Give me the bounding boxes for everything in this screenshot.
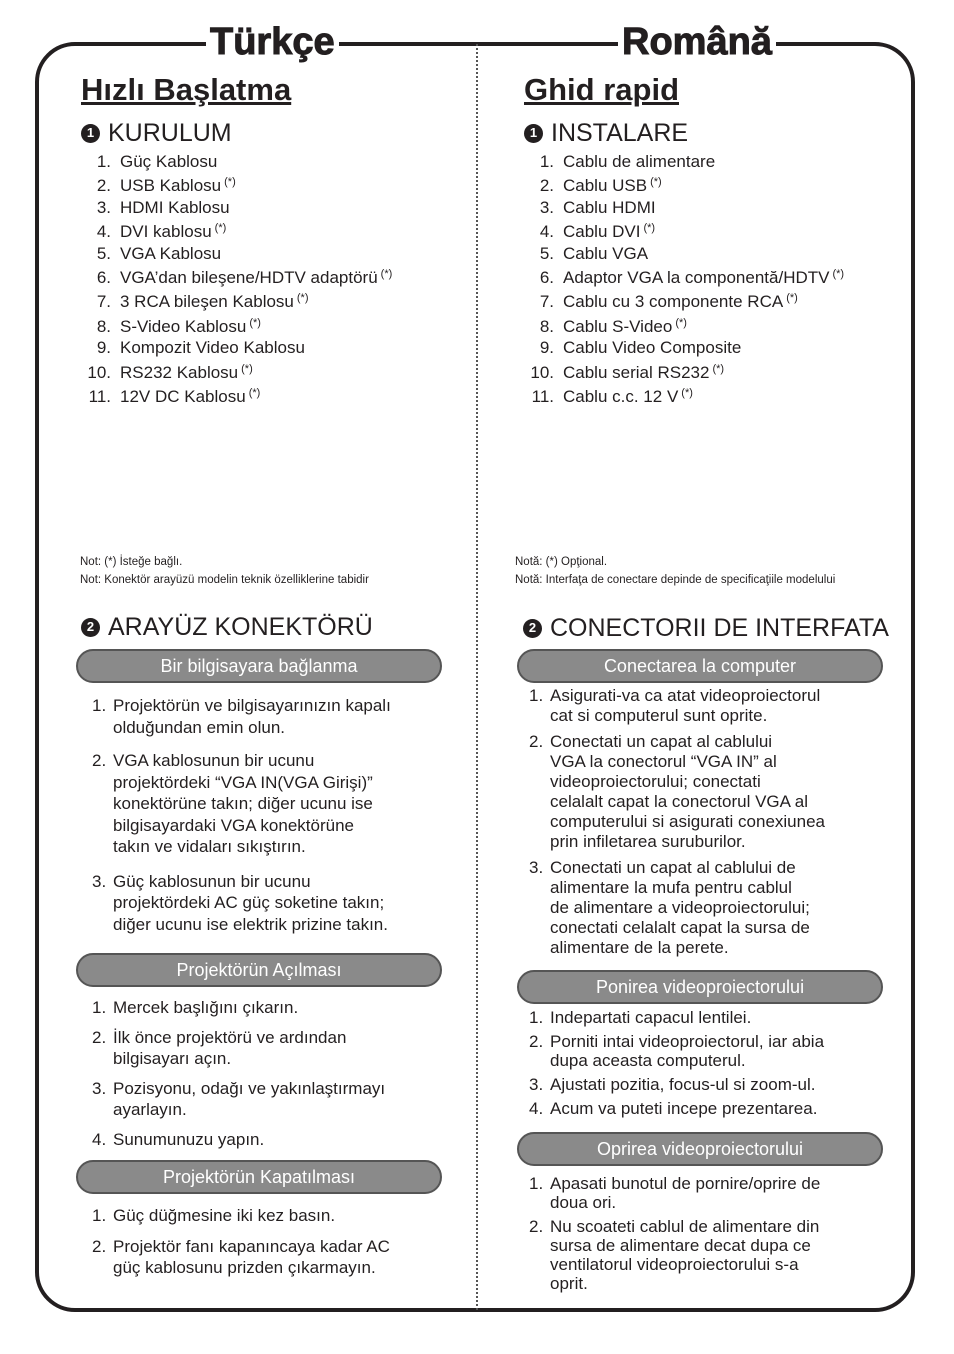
steps-list	[92, 997, 452, 1150]
list-item-label: USB Kablosu	[120, 176, 222, 196]
group-label-pill: Projektörün Açılması	[76, 953, 442, 987]
list-item	[81, 243, 461, 264]
list-item-number: 9.	[96, 338, 111, 358]
group-label-pill: Projektörün Kapatılması	[76, 1160, 442, 1194]
list-item-number: 8.	[96, 316, 111, 336]
step-text: Pozisyonu, odağı ve yakınlaştırmayı ayarlayın.	[113, 1078, 386, 1119]
list-item-number: 9.	[539, 338, 554, 358]
optional-marker: (*)	[643, 222, 656, 235]
section-heading-text: KURULUM	[108, 119, 232, 147]
list-item-label: VGA Kablosu	[120, 243, 222, 263]
step-text: Nu scoateti cablul de alimentare din sursa de alimentare decat dupa ce ventilatorul videoproiectorului s-a oprit.	[550, 1217, 820, 1293]
list-item-label: Cablu de alimentare	[563, 152, 716, 171]
optional-marker: (*)	[675, 316, 687, 329]
step-item	[529, 1075, 899, 1094]
group-label-pill: Oprirea videoproiectorului	[517, 1132, 883, 1166]
parts-list	[81, 151, 461, 407]
step-number: 3.	[529, 858, 544, 877]
step-item	[92, 1078, 452, 1121]
list-item	[524, 313, 914, 337]
optional-marker: (*)	[224, 176, 236, 189]
list-item	[81, 313, 461, 337]
list-item-label: 3 RCA bileşen Kablosu	[120, 292, 294, 312]
parts-list	[524, 151, 914, 407]
list-item	[524, 264, 914, 288]
list-item-label: Cablu serial RS232	[563, 362, 710, 382]
list-item	[81, 151, 461, 172]
notes-turkish	[80, 553, 369, 589]
language-heading-turkish: Türkçe	[206, 20, 339, 64]
group-label-pill: Ponirea videoproiectorului	[517, 970, 883, 1004]
list-item	[81, 197, 461, 218]
number-two-icon: 2	[81, 618, 100, 637]
step-text: Asigurati-va ca atat videoproiectorul cat si computerul sunt oprite.	[550, 686, 821, 725]
step-item	[92, 695, 452, 738]
list-item	[524, 288, 914, 312]
steps-list	[529, 1008, 899, 1118]
quick-start-title: Hızlı Başlatma	[81, 72, 292, 107]
section-interface-heading	[523, 613, 889, 643]
list-item-number: 4.	[539, 222, 554, 242]
step-item	[529, 1217, 899, 1293]
step-number: 1.	[92, 1206, 107, 1225]
step-number: 2.	[92, 1236, 107, 1256]
step-text: VGA kablosunun bir ucunu projektördeki “VGA IN(VGA Girişi)” konektörüne takın; diğer ucunu ise bilgisayardaki VGA konektörüne takın ve vidaları sıkıştırın.	[113, 751, 373, 856]
step-number: 2.	[529, 1217, 544, 1236]
list-item-number: 7.	[539, 292, 554, 312]
step-item	[92, 1205, 452, 1227]
step-text: Mercek başlığını çıkarın.	[113, 998, 299, 1017]
step-item	[92, 1129, 452, 1151]
section-interface-heading	[81, 612, 373, 642]
section-heading-text: INSTALARE	[551, 119, 689, 147]
optional-marker: (*)	[786, 292, 798, 305]
number-one-icon: 1	[81, 124, 100, 143]
list-item	[524, 197, 914, 218]
list-item-label: Cablu c.c. 12 V	[563, 387, 679, 407]
list-item	[81, 359, 461, 383]
list-item-number: 6.	[96, 268, 111, 288]
step-item	[92, 871, 452, 936]
step-item	[529, 1174, 899, 1212]
step-item	[92, 997, 452, 1019]
note-connector: Notă: Interfaţa de conectare depinde de specificaţiile modelului	[515, 574, 836, 586]
list-item-label: Cablu USB	[563, 176, 648, 196]
step-item	[529, 1099, 899, 1118]
step-number: 2.	[529, 1032, 544, 1051]
list-item-label: Cablu DVI	[563, 222, 641, 242]
steps-list	[529, 686, 899, 958]
section-installation-heading	[81, 118, 461, 148]
optional-marker: (*)	[249, 316, 261, 329]
list-item-number: 11.	[88, 387, 111, 407]
optional-marker: (*)	[380, 268, 393, 281]
list-item-number: 10.	[87, 362, 111, 382]
list-item-number: 2.	[539, 176, 554, 196]
list-item	[81, 218, 461, 242]
list-item-label: Güç Kablosu	[120, 152, 218, 171]
step-item	[529, 732, 899, 852]
list-item	[81, 172, 461, 196]
steps-list	[92, 695, 452, 935]
optional-marker: (*)	[712, 362, 725, 375]
note-optional: Notă: (*) Opţional.	[515, 556, 608, 568]
step-number: 4.	[529, 1099, 544, 1118]
list-item-number: 1.	[96, 152, 111, 171]
step-number: 3.	[529, 1075, 544, 1094]
language-heading-romanian: Română	[618, 20, 776, 64]
optional-marker: (*)	[296, 292, 309, 305]
list-item-label: Cablu Video Composite	[563, 338, 742, 358]
list-item	[524, 151, 914, 172]
optional-marker: (*)	[214, 222, 227, 235]
list-item-label: DVI kablosu	[120, 222, 212, 242]
step-text: Ajustati pozitia, focus-ul si zoom-ul.	[550, 1075, 816, 1094]
step-text: Conectati un capat al cablului de alimentare la mufa pentru cablul de alimentare a videoproiectorului; conectati celalalt capat la sursa de alimentare de la perete.	[550, 858, 810, 957]
list-item-number: 3.	[539, 197, 554, 217]
list-item	[81, 383, 461, 407]
list-item	[524, 172, 914, 196]
list-item	[81, 337, 461, 358]
step-item	[529, 1008, 899, 1027]
step-item	[92, 1236, 452, 1279]
optional-marker: (*)	[241, 362, 253, 375]
step-item	[529, 858, 899, 958]
group-label-pill: Conectarea la computer	[517, 649, 883, 683]
step-item	[92, 750, 452, 858]
list-item-label: HDMI Kablosu	[120, 197, 230, 217]
list-item-label: Cablu HDMI	[563, 197, 656, 217]
quick-start-title: Ghid rapid	[524, 72, 679, 107]
notes-romanian	[515, 553, 835, 589]
column-turkish	[81, 70, 461, 407]
optional-marker: (*)	[248, 387, 261, 400]
section-heading-text: CONECTORII DE INTERFATA	[550, 614, 889, 642]
step-text: İlk önce projektörü ve ardından bilgisayarı açın.	[113, 1027, 347, 1068]
note-connector: Not: Konektör arayüzü modelin teknik özelliklerine tabidir	[80, 574, 369, 586]
list-item-number: 10.	[530, 362, 554, 382]
list-item-label: Cablu VGA	[563, 243, 649, 263]
note-optional: Not: (*) İsteğe bağlı.	[80, 556, 183, 568]
step-number: 1.	[92, 998, 107, 1017]
number-one-icon: 1	[524, 124, 543, 143]
step-text: Acum va puteti incepe prezentarea.	[550, 1099, 818, 1118]
list-item-label: Cablu S-Video	[563, 316, 673, 336]
step-number: 1.	[529, 1008, 544, 1027]
step-text: Projektör fanı kapanıncaya kadar AC güç kablosunu prizden çıkarmayın.	[113, 1236, 390, 1277]
list-item	[81, 288, 461, 312]
step-number: 2.	[92, 1027, 107, 1047]
list-item-label: VGA’dan bileşene/HDTV adaptörü	[120, 268, 378, 288]
steps-list	[92, 1205, 452, 1279]
step-text: Apasati bunotul de pornire/oprire de doua ori.	[550, 1174, 821, 1212]
list-item-label: S-Video Kablosu	[120, 316, 247, 336]
step-number: 4.	[92, 1129, 107, 1149]
steps-list	[529, 1174, 899, 1293]
group-label-pill: Bir bilgisayara bağlanma	[76, 649, 442, 683]
step-text: Projektörün ve bilgisayarınızın kapalı olduğundan emin olun.	[113, 696, 391, 737]
list-item-number: 6.	[539, 268, 554, 288]
list-item-label: Kompozit Video Kablosu	[120, 338, 305, 358]
step-number: 2.	[529, 732, 544, 751]
list-item	[524, 218, 914, 242]
list-item	[81, 264, 461, 288]
column-romanian	[524, 70, 914, 407]
step-text: Conectati un capat al cablului VGA la conectorul “VGA IN” al videoproiectorului; conectati celalalt capat la conectorul VGA al computerului si asigurati conexiunea prin infiletarea suruburilor.	[550, 732, 825, 851]
step-number: 3.	[92, 871, 107, 891]
step-item	[92, 1027, 452, 1070]
step-number: 1.	[529, 686, 544, 705]
list-item	[524, 337, 914, 358]
column-divider	[476, 44, 478, 1310]
step-item	[529, 1032, 899, 1070]
list-item-number: 3.	[96, 197, 111, 217]
step-item	[529, 686, 899, 726]
step-text: Güç düğmesine iki kez basın.	[113, 1206, 336, 1225]
step-text: Porniti intai videoproiectorul, iar abia dupa aceasta computerul.	[550, 1032, 825, 1070]
step-number: 1.	[92, 696, 107, 715]
list-item-number: 7.	[96, 292, 111, 312]
list-item-label: Adaptor VGA la componentă/HDTV	[563, 268, 830, 288]
list-item-label: 12V DC Kablosu	[120, 387, 246, 407]
optional-marker: (*)	[681, 387, 693, 400]
section-installation-heading	[524, 118, 914, 148]
list-item-number: 11.	[531, 387, 554, 407]
optional-marker: (*)	[832, 268, 845, 281]
step-text: Güç kablosunun bir ucunu projektördeki AC güç soketine takın; diğer ucunu ise elektrik prizine takın.	[113, 871, 388, 934]
step-number: 3.	[92, 1078, 107, 1098]
list-item-number: 5.	[96, 243, 111, 263]
list-item	[524, 359, 914, 383]
list-item-number: 8.	[539, 316, 554, 336]
list-item-label: RS232 Kablosu	[120, 362, 239, 382]
number-two-icon: 2	[523, 619, 542, 638]
section-heading-text: ARAYÜZ KONEKTÖRÜ	[108, 613, 373, 641]
list-item-number: 1.	[539, 152, 554, 171]
list-item-number: 4.	[96, 222, 111, 242]
list-item-number: 5.	[539, 243, 554, 263]
list-item	[524, 243, 914, 264]
step-number: 2.	[92, 751, 107, 770]
step-text: Indepartati capacul lentilei.	[550, 1008, 752, 1027]
step-text: Sunumunuzu yapın.	[113, 1129, 265, 1149]
step-number: 1.	[529, 1174, 544, 1193]
optional-marker: (*)	[650, 176, 662, 189]
list-item-number: 2.	[96, 176, 111, 196]
list-item	[524, 383, 914, 407]
list-item-label: Cablu cu 3 componente RCA	[563, 292, 784, 312]
